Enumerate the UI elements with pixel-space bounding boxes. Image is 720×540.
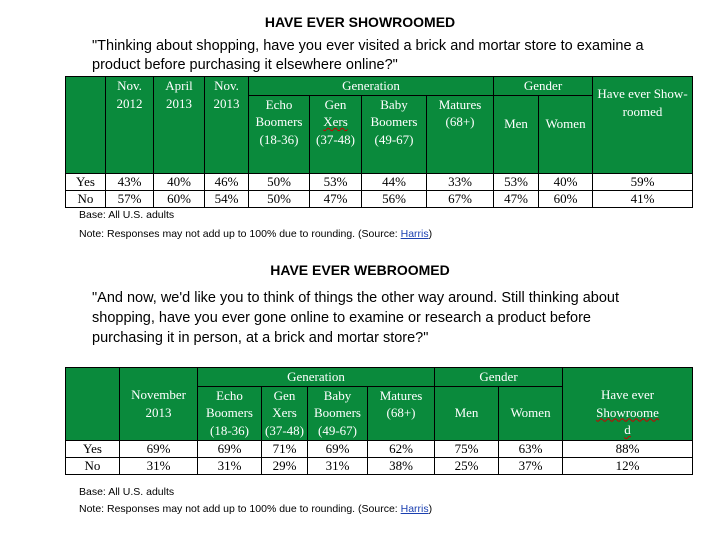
cell: 50% <box>249 190 310 207</box>
showroomed-header-row-1 <box>66 77 693 96</box>
corner-cell <box>66 77 106 174</box>
cell: 69% <box>308 440 368 457</box>
cell: 37% <box>499 457 563 474</box>
cell: 31% <box>120 457 198 474</box>
cell: 63% <box>499 440 563 457</box>
col-genx: Gen Xers (37-48) <box>262 386 308 440</box>
cell: 44% <box>362 173 427 190</box>
col-nov2013: Nov. 2013 <box>205 77 249 174</box>
table-row <box>66 173 693 190</box>
cell: 46% <box>205 173 249 190</box>
cell: 12% <box>563 457 693 474</box>
cell: 67% <box>427 190 494 207</box>
cell: 60% <box>154 190 205 207</box>
showroomed-note <box>79 227 432 242</box>
col-april2013: April 2013 <box>154 77 205 174</box>
cell: 31% <box>198 457 262 474</box>
note-text: Note: Responses may not add up to 100% due to rounding. (Source: <box>79 503 401 515</box>
cell: 57% <box>106 190 154 207</box>
col-genx: Gen Xers (37-48) <box>310 95 362 173</box>
cell: 47% <box>310 190 362 207</box>
showroomed-base: Base: All U.S. adults <box>79 209 175 221</box>
cell: 29% <box>262 457 308 474</box>
generation-header: Generation <box>249 77 494 96</box>
col-matures: Matures (68+) <box>427 95 494 173</box>
row-label: Yes <box>66 440 120 457</box>
table-row <box>66 457 693 474</box>
cell: 59% <box>593 173 693 190</box>
cell: 43% <box>106 173 154 190</box>
generation-header: Generation <box>198 368 435 387</box>
webroomed-header-row-1 <box>66 368 693 387</box>
gender-header: Gender <box>494 77 593 96</box>
corner-cell <box>66 368 120 441</box>
cell: 40% <box>539 173 593 190</box>
webroomed-question: "And now, we'd like you to think of things the other way around. Still thinking about shopping, have you ever gone online to examine or research a product before purchasing it in person, at a brick and mortar store?" <box>92 290 620 346</box>
cell: 50% <box>249 173 310 190</box>
row-label: Yes <box>66 173 106 190</box>
cell: 60% <box>539 190 593 207</box>
webroomed-table <box>65 367 693 475</box>
cell: 25% <box>435 457 499 474</box>
table-row <box>66 440 693 457</box>
cell: 75% <box>435 440 499 457</box>
cell: 56% <box>362 190 427 207</box>
cell: 53% <box>494 173 539 190</box>
cell: 40% <box>154 173 205 190</box>
row-label: No <box>66 190 106 207</box>
col-echo: Echo Boomers (18-36) <box>249 95 310 173</box>
col-nov2013: November 2013 <box>120 368 198 441</box>
table-row <box>66 190 693 207</box>
harris-link[interactable]: Harris <box>400 503 429 515</box>
note-text: Note: Responses may not add up to 100% due to rounding. (Source: <box>79 228 401 240</box>
col-nov2012: Nov. 2012 <box>106 77 154 174</box>
col-have-ever: Have ever Show- roomed <box>593 77 693 174</box>
note-suffix: ) <box>428 503 433 515</box>
col-echo: Echo Boomers (18-36) <box>198 386 262 440</box>
webroomed-note <box>79 502 432 517</box>
cell: 53% <box>310 173 362 190</box>
cell: 54% <box>205 190 249 207</box>
col-women: Women <box>499 386 563 440</box>
col-men: Men <box>435 386 499 440</box>
cell: 47% <box>494 190 539 207</box>
showroomed-table <box>65 76 693 208</box>
cell: 31% <box>308 457 368 474</box>
col-baby: Baby Boomers (49-67) <box>362 95 427 173</box>
cell: 41% <box>593 190 693 207</box>
gender-header: Gender <box>435 368 563 387</box>
cell: 88% <box>563 440 693 457</box>
showroomed-title: HAVE EVER SHOWROOMED <box>264 14 456 30</box>
cell: 62% <box>368 440 435 457</box>
col-have-ever: Have ever Showroome d <box>563 368 693 441</box>
cell: 69% <box>198 440 262 457</box>
cell: 71% <box>262 440 308 457</box>
col-matures: Matures (68+) <box>368 386 435 440</box>
col-baby: Baby Boomers (49-67) <box>308 386 368 440</box>
row-label: No <box>66 457 120 474</box>
cell: 69% <box>120 440 198 457</box>
webroomed-base: Base: All U.S. adults <box>79 486 175 498</box>
harris-link[interactable]: Harris <box>400 228 429 240</box>
cell: 33% <box>427 173 494 190</box>
col-women: Women <box>539 95 593 173</box>
cell: 38% <box>368 457 435 474</box>
showroomed-question: "Thinking about shopping, have you ever visited a brick and mortar store to examine a product before purchasing it elsewhere online?" <box>92 38 644 73</box>
webroomed-title: HAVE EVER WEBROOMED <box>270 262 450 278</box>
note-suffix: ) <box>428 228 433 240</box>
col-men: Men <box>494 95 539 173</box>
